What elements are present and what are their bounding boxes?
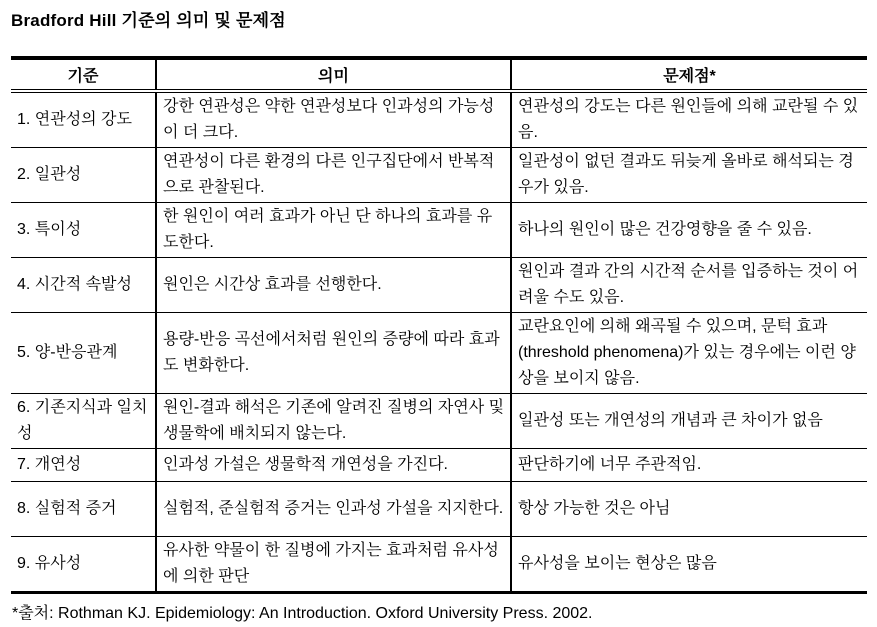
table-row [11, 394, 867, 449]
col-header-meaning: 의미 [156, 58, 511, 91]
table-header [11, 58, 867, 91]
cell-problem: 원인과 결과 간의 시간적 순서를 입증하는 것이 어려울 수도 있음. [511, 258, 867, 313]
cell-meaning: 원인-결과 해석은 기존에 알려진 질병의 자연사 및 생물학에 배치되지 않는다. [156, 394, 511, 449]
cell-criterion: 6. 기존지식과 일치성 [11, 394, 156, 449]
table-row [11, 537, 867, 593]
cell-problem: 일관성이 없던 결과도 뒤늦게 올바로 해석되는 경우가 있음. [511, 148, 867, 203]
cell-meaning: 강한 연관성은 약한 연관성보다 인과성의 가능성이 더 크다. [156, 91, 511, 148]
cell-criterion: 4. 시간적 속발성 [11, 258, 156, 313]
table-row [11, 313, 867, 394]
table-row [11, 258, 867, 313]
cell-problem: 일관성 또는 개연성의 개념과 큰 차이가 없음 [511, 394, 867, 449]
table-row [11, 203, 867, 258]
cell-problem: 하나의 원인이 많은 건강영향을 줄 수 있음. [511, 203, 867, 258]
source-footnote: *출처: Rothman KJ. Epidemiology: An Introduction. Oxford University Press. 2002. [12, 605, 593, 622]
cell-criterion: 8. 실험적 증거 [11, 482, 156, 537]
cell-problem: 교란요인에 의해 왜곡될 수 있으며, 문턱 효과(threshold phenomena)가 있는 경우에는 이런 양상을 보이지 않음. [511, 313, 867, 394]
col-header-problem: 문제점* [511, 58, 867, 91]
table-row [11, 482, 867, 537]
cell-meaning: 실험적, 준실험적 증거는 인과성 가설을 지지한다. [156, 482, 511, 537]
cell-criterion: 3. 특이성 [11, 203, 156, 258]
cell-meaning: 한 원인이 여러 효과가 아닌 단 하나의 효과를 유도한다. [156, 203, 511, 258]
cell-criterion: 9. 유사성 [11, 537, 156, 593]
table-row [11, 449, 867, 482]
cell-meaning: 원인은 시간상 효과를 선행한다. [156, 258, 511, 313]
cell-meaning: 인과성 가설은 생물학적 개연성을 가진다. [156, 449, 511, 482]
cell-criterion: 5. 양-반응관계 [11, 313, 156, 394]
col-header-criterion: 기준 [11, 58, 156, 91]
cell-criterion: 1. 연관성의 강도 [11, 91, 156, 148]
cell-problem: 판단하기에 너무 주관적임. [511, 449, 867, 482]
table-row [11, 148, 867, 203]
criteria-table [11, 56, 867, 594]
cell-meaning: 용량-반응 곡선에서처럼 원인의 증량에 따라 효과도 변화한다. [156, 313, 511, 394]
cell-problem: 항상 가능한 것은 아님 [511, 482, 867, 537]
page-title: Bradford Hill 기준의 의미 및 문제점 [11, 11, 286, 30]
cell-criterion: 2. 일관성 [11, 148, 156, 203]
cell-meaning: 연관성이 다른 환경의 다른 인구집단에서 반복적으로 관찰된다. [156, 148, 511, 203]
table-row [11, 91, 867, 148]
cell-meaning: 유사한 약물이 한 질병에 가지는 효과처럼 유사성에 의한 판단 [156, 537, 511, 593]
cell-problem: 연관성의 강도는 다른 원인들에 의해 교란될 수 있음. [511, 91, 867, 148]
cell-criterion: 7. 개연성 [11, 449, 156, 482]
cell-problem: 유사성을 보이는 현상은 많음 [511, 537, 867, 593]
header-row [11, 58, 867, 91]
